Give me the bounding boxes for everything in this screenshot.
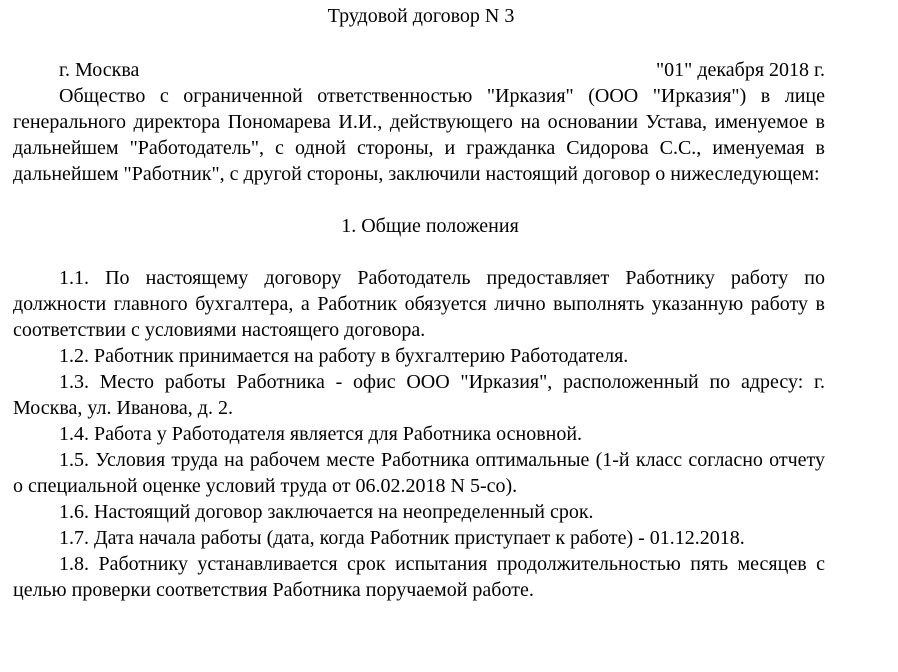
place-date-row [13,57,825,83]
clause-1-7: 1.7. Дата начала работы (дата, когда Работник приступает к работе) - 01.12.2018. [59,527,745,549]
document-title: Трудовой договор N 3 [327,5,515,27]
clause-1-3: 1.3. Место работы Работника - офис ООО "Ирказия", расположенный по адресу: г. Москва, ул. Иванова, д. 2. [13,371,825,419]
clause-1-6: 1.6. Настоящий договор заключается на неопределенный срок. [59,501,594,523]
clause-1-1: 1.1. По настоящему договору Работодатель предоставляет Работнику работу по должности главного бухгалтера, а Работник обязуется лично выполнять указанную работу в соответствии с условиями настоящего договора. [13,267,825,341]
section-heading: 1. Общие положения [341,215,519,237]
date-label: "01" декабря 2018 г. [656,59,825,81]
clause-1-4: 1.4. Работа у Работодателя является для Работника основной. [59,423,583,445]
clause-1-5: 1.5. Условия труда на рабочем месте Работника оптимальные (1-й класс согласно отчету о специальной оценке условий труда от 06.02.2018 N 5-со). [13,449,825,497]
city-label: г. Москва [59,59,140,81]
document-page [13,0,825,603]
intro-paragraph: Общество с ограниченной ответственностью "Ирказия" (ООО "Ирказия") в лице генерального директора Пономарева И.И., действующего на основании Устава, именуемое в дальнейшем "Работодатель", с одной стороны, и гражданка Сидорова С.С., именуемая в дальнейшем "Работник", с другой стороны, заключили настоящий договор о нижеследующем: [13,85,825,185]
clause-1-8: 1.8. Работнику устанавливается срок испытания продолжительностью пять месяцев с целью проверки соответствия Работника поручаемой работе. [13,553,825,601]
clause-1-2: 1.2. Работник принимается на работу в бухгалтерию Работодателя. [59,345,629,367]
